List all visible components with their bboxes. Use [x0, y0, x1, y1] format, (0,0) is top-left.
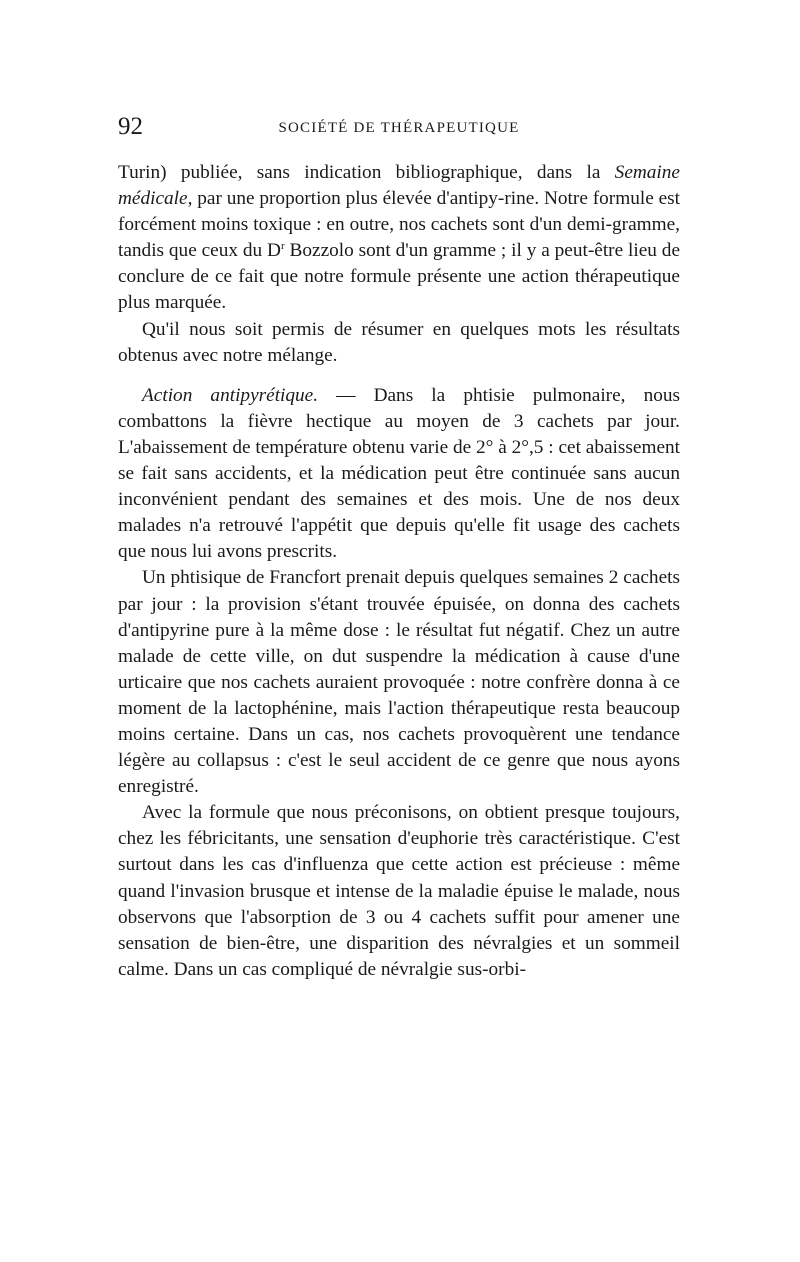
page-header	[118, 112, 680, 146]
document-page	[118, 112, 680, 983]
paragraph-1-start: Turin) publiée, sans indication bibliographique, dans la	[118, 162, 615, 183]
paragraph-4: Un phtisique de Francfort prenait depuis quelques semaines 2 cachets par jour : la provision s'étant trouvée épuisée, on donna des cachets d'antipyrine pure à la même dose : le résultat fut négatif. Chez un autre malade de cette ville, on dut suspendre la médication à cause d'une urticaire que nos cachets auraient provoquée : notre confrère donna à ce moment de la lactophénine, mais l'action thérapeutique resta beaucoup moins certaine. Dans un cas, nos cachets provoquèrent une tendance légère au collapsus : c'est le seul accident de ce genre que nous ayons enregistré.	[118, 567, 680, 798]
doctor-superscript: r	[280, 240, 285, 253]
paragraph-1-middle: , par une proportion plus élevée d'antipy-rine. Notre formule est forcément moins toxique : en outre, nos cachets sont d'un demi-gramme, tandis que ceux du D	[118, 188, 680, 262]
paragraph-1-end: Bozzolo sont d'un gramme ; il y a peut-être lieu de conclure de ce fait que notre formule présente une action thérapeutique plus marquée.	[118, 240, 681, 314]
journal-title: Semaine médicale	[118, 162, 680, 210]
paragraph-3	[118, 383, 680, 566]
paragraph-2: Qu'il nous soit permis de résumer en quelques mots les résultats obtenus avec notre mélange.	[118, 318, 680, 366]
paragraph-5: Avec la formule que nous préconisons, on obtient presque toujours, chez les fébricitants, une sensation d'euphorie très caractéristique. C'est surtout dans les cas d'influenza que cette action est précieuse : même quand l'invasion brusque et intense de la maladie épuise le malade, nous observons que l'absorption de 3 ou 4 cachets suffit pour amener une sensation de bien-être, une disparition des névralgies et un sommeil calme. Dans un cas compliqué de névralgie sus-orbi-	[118, 802, 680, 980]
paragraph-1	[118, 160, 680, 317]
section-heading: Action antipyrétique.	[142, 384, 319, 406]
body-text	[118, 160, 680, 983]
page-number: 92	[118, 113, 143, 140]
running-head: SOCIÉTÉ DE THÉRAPEUTIQUE	[278, 120, 520, 136]
paragraph-3-text: — Dans la phtisie pulmonaire, nous combattons la fièvre hectique au moyen de 3 cachets par jour. L'abaissement de température obtenu varie de 2° à 2°,5 : cet abaissement se fait sans accidents, et la médication peut être continuée sans aucun inconvénient pendant des semaines et des mois. Une de nos deux malades n'a retrouvé l'appétit que depuis qu'elle fit usage des cachets que nous lui avons prescrits.	[118, 384, 681, 563]
